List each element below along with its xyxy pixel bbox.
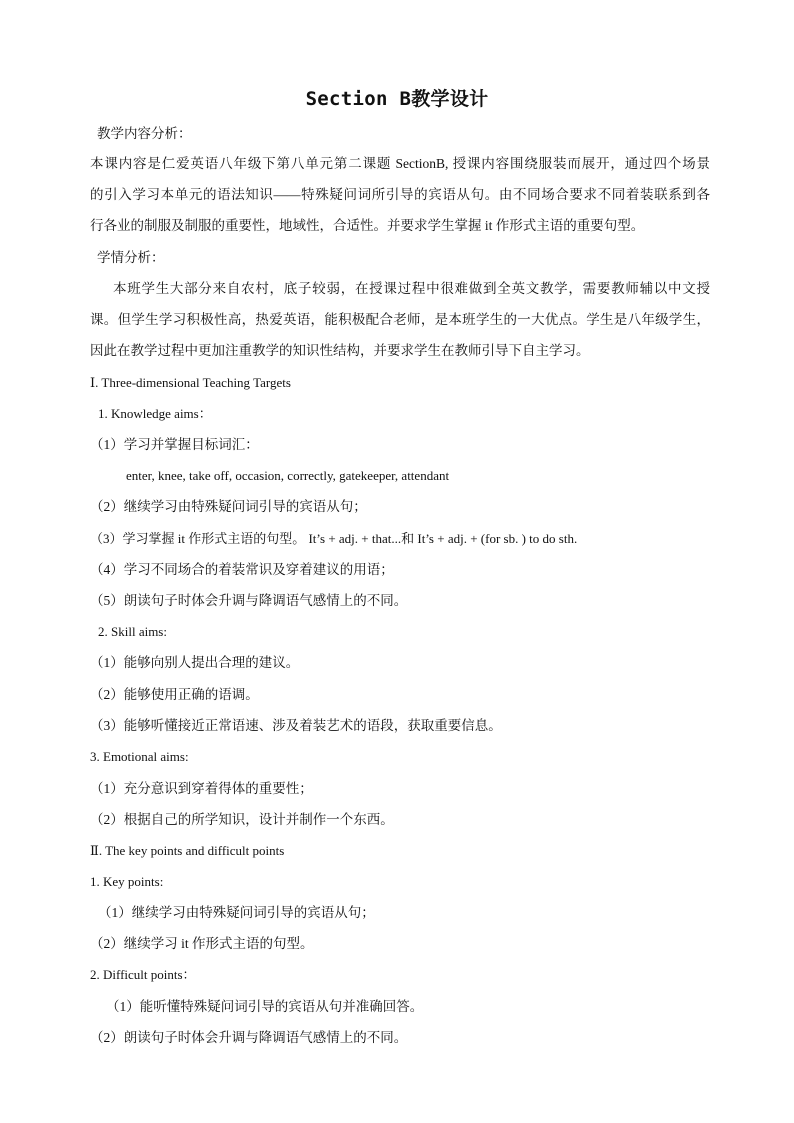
difficult-point-1: （1）能听懂特殊疑问词引导的宾语从句并准确回答。 bbox=[106, 999, 424, 1014]
difficult-point-2: （2）朗读句子时体会升调与降调语气感情上的不同。 bbox=[90, 1030, 408, 1045]
student-analysis-line-3: 因此在教学过程中更加注重教学的知识性结构，并要求学生在教师引导下自主学习。 bbox=[90, 343, 590, 358]
document-title: Section B教学设计 bbox=[305, 88, 489, 110]
knowledge-aim-1: （1）学习并掌握目标词汇： bbox=[90, 437, 259, 452]
knowledge-aim-4: （4）学习不同场合的着装常识及穿着建议的用语； bbox=[90, 562, 394, 577]
emotional-aim-2: （2）根据自己的所学知识，设计并制作一个东西。 bbox=[90, 812, 394, 827]
knowledge-aim-3: （3）学习掌握 it 作形式主语的句型。 It’s + adj. + that...和 It’s + adj. + (for sb. ) to do sth. bbox=[90, 531, 578, 546]
knowledge-aims-heading: 1. Knowledge aims： bbox=[98, 406, 212, 421]
difficult-points-heading: 2. Difficult points： bbox=[90, 967, 196, 982]
skill-aim-3: （3）能够听懂接近正常语速、涉及着装艺术的语段，获取重要信息。 bbox=[90, 718, 502, 733]
emotional-aim-1: （1）充分意识到穿着得体的重要性； bbox=[90, 781, 313, 796]
content-analysis-line-3: 行各业的制服及制服的重要性，地域性，合适性。并要求学生掌握 it 作形式主语的重要句型。 bbox=[90, 218, 645, 233]
skill-aims-heading: 2. Skill aims: bbox=[98, 624, 167, 639]
knowledge-aim-5: （5）朗读句子时体会升调与降调语气感情上的不同。 bbox=[90, 593, 408, 608]
emotional-aims-heading: 3. Emotional aims: bbox=[90, 749, 189, 764]
section-1-heading: Ⅰ. Three-dimensional Teaching Targets bbox=[90, 375, 291, 390]
skill-aim-2: （2）能够使用正确的语调。 bbox=[90, 687, 259, 702]
section-2-heading: Ⅱ. The key points and difficult points bbox=[90, 843, 285, 858]
key-point-2: （2）继续学习 it 作形式主语的句型。 bbox=[90, 936, 314, 951]
content-analysis-heading: 教学内容分析： bbox=[97, 126, 192, 141]
key-points-heading: 1. Key points: bbox=[90, 874, 164, 889]
content-analysis-line-2: 的引入学习本单元的语法知识——特殊疑问词所引导的宾语从句。由不同场合要求不同着装联系到各 bbox=[90, 187, 710, 202]
content-analysis-line-1: 本课内容是仁爱英语八年级下第八单元第二课题 SectionB, 授课内容围绕服装而展开，通过四个场景 bbox=[90, 156, 710, 171]
target-vocabulary: enter, knee, take off, occasion, correctly, gatekeeper, attendant bbox=[126, 468, 450, 483]
knowledge-aim-2: （2）继续学习由特殊疑问词引导的宾语从句； bbox=[90, 499, 367, 514]
student-analysis-line-1: 本班学生大部分来自农村，底子较弱，在授课过程中很难做到全英文教学，需要教师辅以中文授 bbox=[113, 281, 710, 296]
skill-aim-1: （1）能够向别人提出合理的建议。 bbox=[90, 655, 300, 670]
student-analysis-heading: 学情分析： bbox=[97, 250, 165, 265]
key-point-1: （1）继续学习由特殊疑问词引导的宾语从句； bbox=[98, 905, 375, 920]
student-analysis-line-2: 课。但学生学习积极性高，热爱英语，能积极配合老师，是本班学生的一大优点。学生是八年级学生， bbox=[90, 312, 710, 327]
